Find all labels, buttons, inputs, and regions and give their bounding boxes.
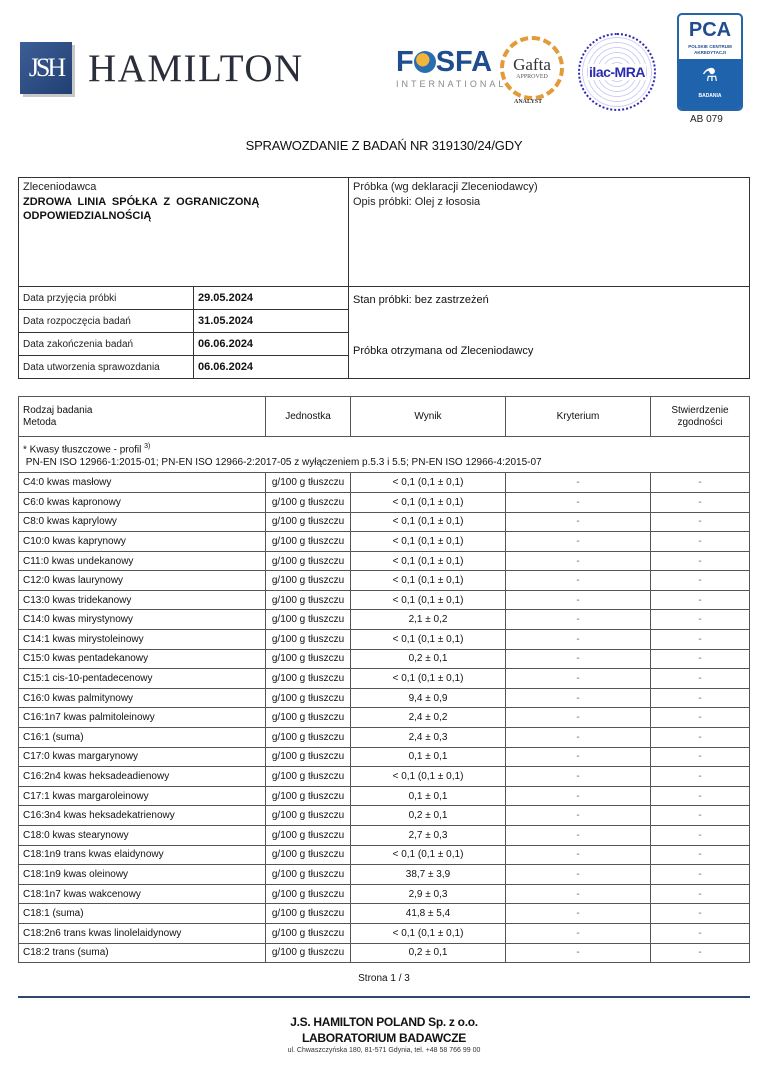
fatty-acid-name: C17:0 kwas margarynowy bbox=[19, 747, 266, 767]
section-method: PN-EN ISO 12966-1:2015-01; PN-EN ISO 12966-2:2017-05 z wyłączeniem p.5.3 i 5.5; PN-EN ISO 12966-4:2015-07 bbox=[25, 457, 542, 469]
fatty-acid-name: C18:2n6 trans kwas linolelaidynowy bbox=[19, 923, 266, 943]
gafta-name: Gafta bbox=[513, 55, 551, 74]
conformity-cell: - bbox=[651, 630, 750, 650]
criterion-cell: - bbox=[506, 728, 651, 748]
result-cell: < 0,1 (0,1 ± 0,1) bbox=[351, 473, 506, 493]
unit-cell: g/100 g tłuszczu bbox=[266, 571, 351, 591]
fatty-acid-name: C15:0 kwas pentadekanowy bbox=[19, 649, 266, 669]
table-row bbox=[19, 610, 750, 630]
page-header bbox=[0, 0, 768, 130]
flask-icon: ⚗ bbox=[701, 65, 719, 85]
table-row bbox=[19, 904, 750, 924]
table-row bbox=[19, 884, 750, 904]
fatty-acid-name: C18:0 kwas stearynowy bbox=[19, 826, 266, 846]
result-cell: 0,2 ± 0,1 bbox=[351, 806, 506, 826]
ilac-mra-logo bbox=[578, 33, 656, 111]
footer-address: ul. Chwaszczyńska 180, 81-571 Gdynia, tel. +48 58 766 99 00 bbox=[287, 1047, 481, 1054]
criterion-cell: - bbox=[506, 767, 651, 787]
conformity-cell: - bbox=[651, 923, 750, 943]
date-value: 31.05.2024 bbox=[194, 310, 349, 333]
criterion-cell: - bbox=[506, 551, 651, 571]
sample-description: Opis próbki: Olej z łososia bbox=[353, 196, 481, 208]
criterion-cell: - bbox=[506, 669, 651, 689]
unit-cell: g/100 g tłuszczu bbox=[266, 669, 351, 689]
table-row bbox=[19, 728, 750, 748]
result-cell: 38,7 ± 3,9 bbox=[351, 865, 506, 885]
conformity-cell: - bbox=[651, 943, 750, 963]
criterion-cell: - bbox=[506, 806, 651, 826]
fatty-acid-name: C18:1 (suma) bbox=[19, 904, 266, 924]
fatty-acid-name: C8:0 kwas kaprylowy bbox=[19, 512, 266, 532]
sample-cell bbox=[349, 178, 750, 287]
result-cell: 0,1 ± 0,1 bbox=[351, 747, 506, 767]
table-row bbox=[19, 845, 750, 865]
unit-cell: g/100 g tłuszczu bbox=[266, 649, 351, 669]
conformity-cell: - bbox=[651, 688, 750, 708]
unit-cell: g/100 g tłuszczu bbox=[266, 923, 351, 943]
conformity-cell: - bbox=[651, 786, 750, 806]
result-cell: 0,1 ± 0,1 bbox=[351, 786, 506, 806]
logo-monogram: JSH bbox=[28, 53, 64, 82]
unit-cell: g/100 g tłuszczu bbox=[266, 610, 351, 630]
header-type-line2: Metoda bbox=[23, 416, 57, 428]
criterion-cell: - bbox=[506, 512, 651, 532]
result-cell: 0,2 ± 0,1 bbox=[351, 649, 506, 669]
header-conformity-line2: zgodności bbox=[677, 416, 723, 428]
table-row bbox=[19, 708, 750, 728]
result-cell: < 0,1 (0,1 ± 0,1) bbox=[351, 532, 506, 552]
unit-cell: g/100 g tłuszczu bbox=[266, 532, 351, 552]
unit-cell: g/100 g tłuszczu bbox=[266, 728, 351, 748]
fatty-acid-name: C11:0 kwas undekanowy bbox=[19, 551, 266, 571]
pca-title: PCA bbox=[688, 19, 732, 41]
pca-badge-text: BADANIA bbox=[698, 93, 722, 99]
conformity-cell: - bbox=[651, 747, 750, 767]
section-title: * Kwasy tłuszczowe - profil bbox=[23, 444, 142, 456]
conformity-cell: - bbox=[651, 767, 750, 787]
result-cell: 2,4 ± 0,2 bbox=[351, 708, 506, 728]
date-label: Data przyjęcia próbki bbox=[19, 287, 194, 310]
fatty-acid-name: C16:1 (suma) bbox=[19, 728, 266, 748]
header-conformity-line1: Stwierdzenie bbox=[671, 404, 729, 416]
result-cell: < 0,1 (0,1 ± 0,1) bbox=[351, 767, 506, 787]
gafta-role: ANALYST bbox=[514, 99, 543, 105]
result-cell: < 0,1 (0,1 ± 0,1) bbox=[351, 630, 506, 650]
fatty-acid-name: C18:1n9 kwas oleinowy bbox=[19, 865, 266, 885]
conformity-cell: - bbox=[651, 590, 750, 610]
sample-status-cell bbox=[349, 287, 750, 379]
unit-cell: g/100 g tłuszczu bbox=[266, 786, 351, 806]
result-cell: < 0,1 (0,1 ± 0,1) bbox=[351, 669, 506, 689]
unit-cell: g/100 g tłuszczu bbox=[266, 590, 351, 610]
section-footnote: 3) bbox=[144, 443, 151, 450]
fatty-acid-name: C14:1 kwas mirystoleinowy bbox=[19, 630, 266, 650]
header-conformity bbox=[651, 397, 750, 437]
table-row bbox=[19, 571, 750, 591]
date-value: 29.05.2024 bbox=[194, 287, 349, 310]
table-row bbox=[19, 688, 750, 708]
fatty-acid-name: C14:0 kwas mirystynowy bbox=[19, 610, 266, 630]
criterion-cell: - bbox=[506, 943, 651, 963]
date-label: Data utworzenia sprawozdania bbox=[19, 356, 194, 379]
unit-cell: g/100 g tłuszczu bbox=[266, 845, 351, 865]
unit-cell: g/100 g tłuszczu bbox=[266, 884, 351, 904]
conformity-cell: - bbox=[651, 649, 750, 669]
criterion-cell: - bbox=[506, 590, 651, 610]
conformity-cell: - bbox=[651, 806, 750, 826]
gafta-approved: APPROVED bbox=[516, 74, 548, 80]
criterion-cell: - bbox=[506, 610, 651, 630]
fatty-acid-name: C12:0 kwas laurynowy bbox=[19, 571, 266, 591]
pca-subtitle: POLSKIE CENTRUM AKREDYTACJI bbox=[688, 44, 732, 55]
result-cell: < 0,1 (0,1 ± 0,1) bbox=[351, 512, 506, 532]
header-test-type bbox=[19, 397, 266, 437]
unit-cell: g/100 g tłuszczu bbox=[266, 806, 351, 826]
date-value: 06.06.2024 bbox=[194, 333, 349, 356]
sample-label: Próbka (wg deklaracji Zleceniodawcy) bbox=[353, 181, 538, 193]
conformity-cell: - bbox=[651, 551, 750, 571]
sample-condition: Stan próbki: bez zastrzeżeń bbox=[353, 294, 489, 306]
header-result: Wynik bbox=[351, 397, 506, 437]
unit-cell: g/100 g tłuszczu bbox=[266, 904, 351, 924]
criterion-cell: - bbox=[506, 923, 651, 943]
result-cell: < 0,1 (0,1 ± 0,1) bbox=[351, 571, 506, 591]
client-name: ZDROWA LINIA SPÓŁKA Z OGRANICZONĄ ODPOWIEDZIALNOŚCIĄ bbox=[23, 196, 260, 222]
gafta-logo bbox=[500, 36, 564, 100]
result-cell: 2,9 ± 0,3 bbox=[351, 884, 506, 904]
results-header-row bbox=[19, 397, 750, 437]
criterion-cell: - bbox=[506, 649, 651, 669]
unit-cell: g/100 g tłuszczu bbox=[266, 826, 351, 846]
header-criterion: Kryterium bbox=[506, 397, 651, 437]
conformity-cell: - bbox=[651, 728, 750, 748]
footer-lab: LABORATORIUM BADAWCZE bbox=[302, 1031, 466, 1045]
result-cell: < 0,1 (0,1 ± 0,1) bbox=[351, 923, 506, 943]
page-number: Strona 1 / 3 bbox=[358, 973, 410, 984]
conformity-cell: - bbox=[651, 826, 750, 846]
unit-cell: g/100 g tłuszczu bbox=[266, 747, 351, 767]
fosfa-logo bbox=[396, 47, 506, 89]
conformity-cell: - bbox=[651, 492, 750, 512]
unit-cell: g/100 g tłuszczu bbox=[266, 688, 351, 708]
result-cell: < 0,1 (0,1 ± 0,1) bbox=[351, 492, 506, 512]
fatty-acid-name: C16:0 kwas palmitynowy bbox=[19, 688, 266, 708]
result-cell: 0,2 ± 0,1 bbox=[351, 943, 506, 963]
result-cell: 41,8 ± 5,4 bbox=[351, 904, 506, 924]
table-row bbox=[19, 649, 750, 669]
criterion-cell: - bbox=[506, 865, 651, 885]
unit-cell: g/100 g tłuszczu bbox=[266, 943, 351, 963]
header-type-line1: Rodzaj badania bbox=[23, 404, 93, 416]
table-row bbox=[19, 669, 750, 689]
fatty-acid-name: C18:2 trans (suma) bbox=[19, 943, 266, 963]
accreditation-number: AB 079 bbox=[690, 114, 723, 125]
criterion-cell: - bbox=[506, 492, 651, 512]
unit-cell: g/100 g tłuszczu bbox=[266, 492, 351, 512]
unit-cell: g/100 g tłuszczu bbox=[266, 630, 351, 650]
conformity-cell: - bbox=[651, 571, 750, 591]
conformity-cell: - bbox=[651, 669, 750, 689]
criterion-cell: - bbox=[506, 747, 651, 767]
result-cell: 2,7 ± 0,3 bbox=[351, 826, 506, 846]
table-row bbox=[19, 532, 750, 552]
result-cell: < 0,1 (0,1 ± 0,1) bbox=[351, 845, 506, 865]
company-logo-text: HAMILTON bbox=[88, 47, 304, 90]
fatty-acid-name: C16:2n4 kwas heksadeadienowy bbox=[19, 767, 266, 787]
fatty-acid-name: C10:0 kwas kaprynowy bbox=[19, 532, 266, 552]
report-title: SPRAWOZDANIE Z BADAŃ NR 319130/24/GDY bbox=[245, 138, 523, 153]
date-value: 06.06.2024 bbox=[194, 356, 349, 379]
table-row bbox=[19, 806, 750, 826]
page-footer bbox=[0, 1014, 768, 1054]
result-cell: 2,4 ± 0,3 bbox=[351, 728, 506, 748]
table-row bbox=[19, 590, 750, 610]
fatty-acid-name: C16:3n4 kwas heksadekatrienowy bbox=[19, 806, 266, 826]
criterion-cell: - bbox=[506, 688, 651, 708]
fosfa-wordmark: F SFA bbox=[396, 46, 493, 78]
section-cell bbox=[19, 437, 750, 473]
criterion-cell: - bbox=[506, 630, 651, 650]
conformity-cell: - bbox=[651, 845, 750, 865]
criterion-cell: - bbox=[506, 532, 651, 552]
sample-origin: Próbka otrzymana od Zleceniodawcy bbox=[353, 345, 534, 357]
conformity-cell: - bbox=[651, 865, 750, 885]
criterion-cell: - bbox=[506, 571, 651, 591]
table-row bbox=[19, 923, 750, 943]
criterion-cell: - bbox=[506, 708, 651, 728]
conformity-cell: - bbox=[651, 708, 750, 728]
fatty-acid-name: C18:1n7 kwas wakcenowy bbox=[19, 884, 266, 904]
report-info-table bbox=[18, 177, 750, 379]
criterion-cell: - bbox=[506, 845, 651, 865]
table-row bbox=[19, 512, 750, 532]
criterion-cell: - bbox=[506, 904, 651, 924]
result-cell: 2,1 ± 0,2 bbox=[351, 610, 506, 630]
table-row bbox=[19, 747, 750, 767]
result-cell: 9,4 ± 0,9 bbox=[351, 688, 506, 708]
pca-badge-area bbox=[679, 59, 741, 109]
conformity-cell: - bbox=[651, 532, 750, 552]
unit-cell: g/100 g tłuszczu bbox=[266, 512, 351, 532]
unit-cell: g/100 g tłuszczu bbox=[266, 767, 351, 787]
unit-cell: g/100 g tłuszczu bbox=[266, 865, 351, 885]
table-row bbox=[19, 492, 750, 512]
section-row bbox=[19, 437, 750, 473]
fatty-acid-name: C18:1n9 trans kwas elaidynowy bbox=[19, 845, 266, 865]
fatty-acid-name: C6:0 kwas kapronowy bbox=[19, 492, 266, 512]
conformity-cell: - bbox=[651, 610, 750, 630]
result-cell: < 0,1 (0,1 ± 0,1) bbox=[351, 590, 506, 610]
conformity-cell: - bbox=[651, 884, 750, 904]
table-row bbox=[19, 473, 750, 493]
client-label: Zleceniodawca bbox=[23, 181, 97, 193]
fatty-acid-name: C16:1n7 kwas palmitoleinowy bbox=[19, 708, 266, 728]
criterion-cell: - bbox=[506, 473, 651, 493]
date-label: Data rozpoczęcia badań bbox=[19, 310, 194, 333]
table-row bbox=[19, 786, 750, 806]
date-label: Data zakończenia badań bbox=[19, 333, 194, 356]
header-unit: Jednostka bbox=[266, 397, 351, 437]
fatty-acid-name: C15:1 cis-10-pentadecenowy bbox=[19, 669, 266, 689]
unit-cell: g/100 g tłuszczu bbox=[266, 708, 351, 728]
table-row bbox=[19, 767, 750, 787]
footer-divider bbox=[18, 996, 750, 998]
table-row bbox=[19, 551, 750, 571]
ilac-text: ilac-MRA bbox=[589, 64, 645, 80]
unit-cell: g/100 g tłuszczu bbox=[266, 473, 351, 493]
table-row bbox=[19, 826, 750, 846]
unit-cell: g/100 g tłuszczu bbox=[266, 551, 351, 571]
criterion-cell: - bbox=[506, 786, 651, 806]
footer-company: J.S. HAMILTON POLAND Sp. z o.o. bbox=[290, 1015, 478, 1029]
criterion-cell: - bbox=[506, 884, 651, 904]
table-row bbox=[19, 943, 750, 963]
result-cell: < 0,1 (0,1 ± 0,1) bbox=[351, 551, 506, 571]
conformity-cell: - bbox=[651, 512, 750, 532]
fatty-acid-name: C13:0 kwas tridekanowy bbox=[19, 590, 266, 610]
conformity-cell: - bbox=[651, 904, 750, 924]
jsh-logo-icon bbox=[20, 42, 72, 94]
fosfa-subtitle: INTERNATIONAL bbox=[396, 79, 507, 89]
table-row bbox=[19, 630, 750, 650]
fatty-acid-name: C4:0 kwas masłowy bbox=[19, 473, 266, 493]
globe-icon bbox=[414, 51, 436, 73]
pca-logo bbox=[677, 13, 743, 111]
criterion-cell: - bbox=[506, 826, 651, 846]
fatty-acid-name: C17:1 kwas margaroleinowy bbox=[19, 786, 266, 806]
table-row bbox=[19, 865, 750, 885]
results-table bbox=[18, 396, 750, 963]
conformity-cell: - bbox=[651, 473, 750, 493]
client-cell bbox=[19, 178, 349, 287]
